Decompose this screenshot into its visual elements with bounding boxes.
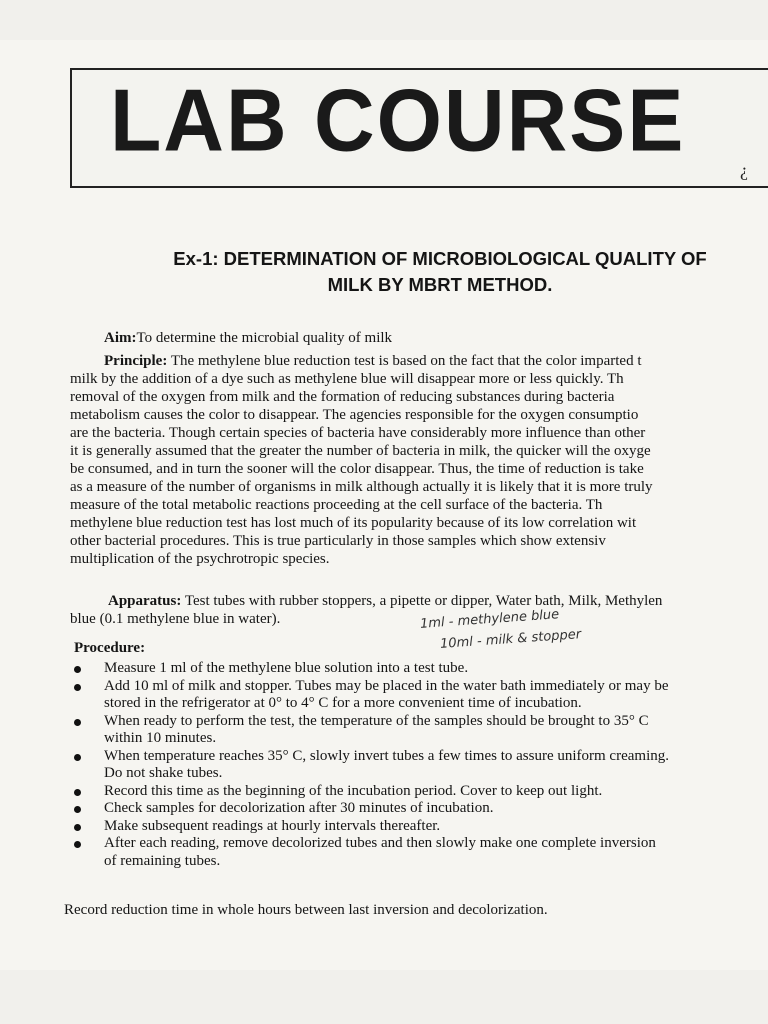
principle-line-1 [70,352,653,370]
procedure-step [70,660,669,678]
step-line: Make subsequent readings at hourly intervals thereafter. [104,817,441,834]
experiment-title-line2: MILK BY MBRT METHOD. [327,274,553,295]
step-line: Measure 1 ml of the methylene blue solution into a test tube. [104,660,469,676]
step-line: After each reading, remove decolorized tubes and then slowly make one complete inversion [104,835,656,851]
apparatus-text-1: Test tubes with rubber stoppers, a pipette or dipper, Water bath, Milk, Methylen [184,593,663,609]
aim-text: To determine the microbial quality of milk [136,330,393,346]
bullet-icon [74,806,81,813]
bullet-icon [74,719,81,726]
bullet-icon [74,754,81,761]
margin-mark: ¿ [740,160,748,180]
apparatus-line-2: blue (0.1 methylene blue in water). [70,611,281,627]
bullet-icon [74,824,81,831]
bullet-icon [74,684,81,691]
principle-line-3: removal of the oxygen from milk and the formation of reducing substances during bacteria [70,389,615,405]
principle-line-8: as a measure of the number of organisms in milk although actually it is likely that it is more truly [70,479,653,495]
experiment-title-line1: Ex-1: DETERMINATION OF MICROBIOLOGICAL QUALITY OF [173,248,707,269]
step-line: within 10 minutes. [104,730,217,746]
step-line: Add 10 ml of milk and stopper. Tubes may be placed in the water bath immediately or may be [104,677,669,694]
principle-line-12: multiplication of the psychrotropic species. [70,551,330,567]
bullet-icon [74,789,81,796]
procedure-steps [70,660,669,870]
principle-line-4: metabolism causes the color to disappear. The agencies responsible for the oxygen consumptio [70,407,639,423]
step-line: of remaining tubes. [104,852,221,869]
step-line: When temperature reaches 35° C, slowly invert tubes a few times to assure uniform creaming. [104,747,669,764]
step-line: Check samples for decolorization after 30 minutes of incubation. [104,800,494,816]
procedure-step [70,818,669,836]
experiment-title [60,246,768,298]
apparatus-section [70,592,662,628]
handwritten-note-2: 10ml - milk & stopper [439,627,582,652]
procedure-step [70,835,669,870]
step-line: Record this time as the beginning of the incubation period. Cover to keep out light. [104,782,603,799]
procedure-step [70,748,669,783]
aim-section [104,330,392,347]
procedure-heading: Procedure: [74,640,146,656]
apparatus-label: Apparatus: [108,593,182,609]
step-line: When ready to perform the test, the temperature of the samples should be brought to 35° C [104,712,649,729]
principle-line-11: other bacterial procedures. This is true particularly in those samples which show extensiv [70,533,606,549]
principle-line-9: measure of the total metabolic reactions proceeding at the cell surface of the bacteria. Th [70,497,603,513]
apparatus-line-1 [70,592,662,610]
procedure-step [70,783,669,801]
footer-note: Record reduction time in whole hours between last inversion and decolorization. [64,902,548,918]
bullet-icon [74,666,81,673]
principle-line-10: methylene blue reduction test has lost much of its popularity because of its low correlation wit [70,515,637,531]
principle-text-1: The methylene blue reduction test is based on the fact that the color imparted t [170,353,642,369]
aim-label: Aim: [104,330,137,346]
page-title: LAB COURSE [110,70,686,170]
principle-label: Principle: [104,353,168,369]
procedure-step [70,713,669,748]
principle-line-2: milk by the addition of a dye such as methylene blue will disappear more or less quickly. Th [70,371,624,387]
bullet-icon [74,841,81,848]
principle-line-5: are the bacteria. Though certain species of bacteria have considerably more influence than other [70,425,646,441]
procedure-step [70,800,669,818]
handwritten-note-1: 1ml - methylene blue [419,607,560,632]
step-line: Do not shake tubes. [104,765,223,781]
principle-line-7: be consumed, and in turn the sooner will the color disappear. Thus, the time of reduction is take [70,461,644,477]
principle-line-6: it is generally assumed that the greater the number of bacteria in milk, the quicker will the oxyge [70,443,651,459]
step-line: stored in the refrigerator at 0° to 4° C for a more convenient time of incubation. [104,695,582,711]
procedure-step [70,678,669,713]
principle-section [70,352,653,568]
